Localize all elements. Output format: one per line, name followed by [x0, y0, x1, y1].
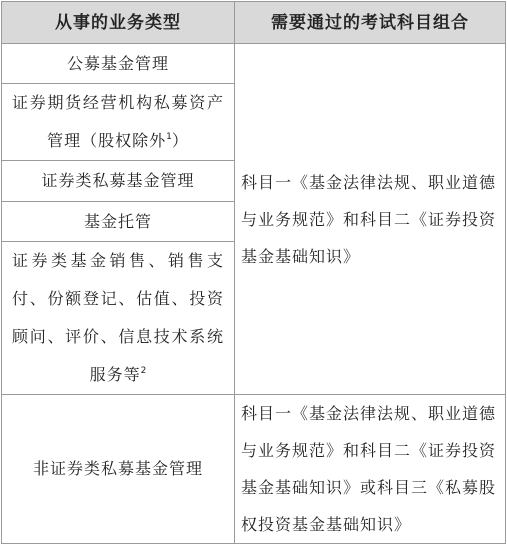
- header-business-type-label: 从事的业务类型: [55, 12, 181, 33]
- business-label: 公募基金管理: [66, 53, 169, 73]
- business-label: 基金托管: [83, 211, 152, 231]
- exam-group-private-equity: [235, 395, 505, 543]
- business-row-public-fund: [2, 44, 235, 84]
- business-text: [12, 84, 224, 160]
- business-label-tail: ）: [171, 131, 189, 150]
- business-row-sales-services: [2, 242, 235, 395]
- business-label: 证券类基金销售、销售支付、份额登记、估值、投资顾问、评价、信息技术系统服务等: [12, 251, 224, 384]
- business-row-custody: [2, 202, 235, 242]
- business-row-securities-private-fund: [2, 161, 235, 202]
- business-row-asset-management: [2, 84, 235, 161]
- header-exam-combination: [235, 2, 505, 44]
- business-row-non-securities-private-fund: [2, 395, 235, 543]
- business-label: 非证券类私募基金管理: [32, 459, 203, 478]
- business-label: 证券期货经营机构私募资产管理（股权除外: [12, 93, 224, 150]
- exam-requirements-table: [1, 1, 506, 544]
- exam-group-private-equity-text: 科目一《基金法律法规、职业道德与业务规范》和科目二《证券投资基金基础知识》或科目三《私募股权投资基金基础知识》: [241, 404, 497, 534]
- exam-group-standard: [235, 44, 505, 395]
- business-label: 证券类私募基金管理: [41, 171, 195, 190]
- footnote-marker: 2: [140, 366, 147, 376]
- header-exam-combination-label: 需要通过的考试科目组合: [271, 12, 469, 33]
- business-text: [12, 242, 224, 394]
- header-business-type: [2, 2, 235, 44]
- footnote-marker: 1: [166, 132, 172, 142]
- exam-group-standard-text: 科目一《基金法律法规、职业道德与业务规范》和科目二《证券投资基金基础知识》: [241, 172, 497, 266]
